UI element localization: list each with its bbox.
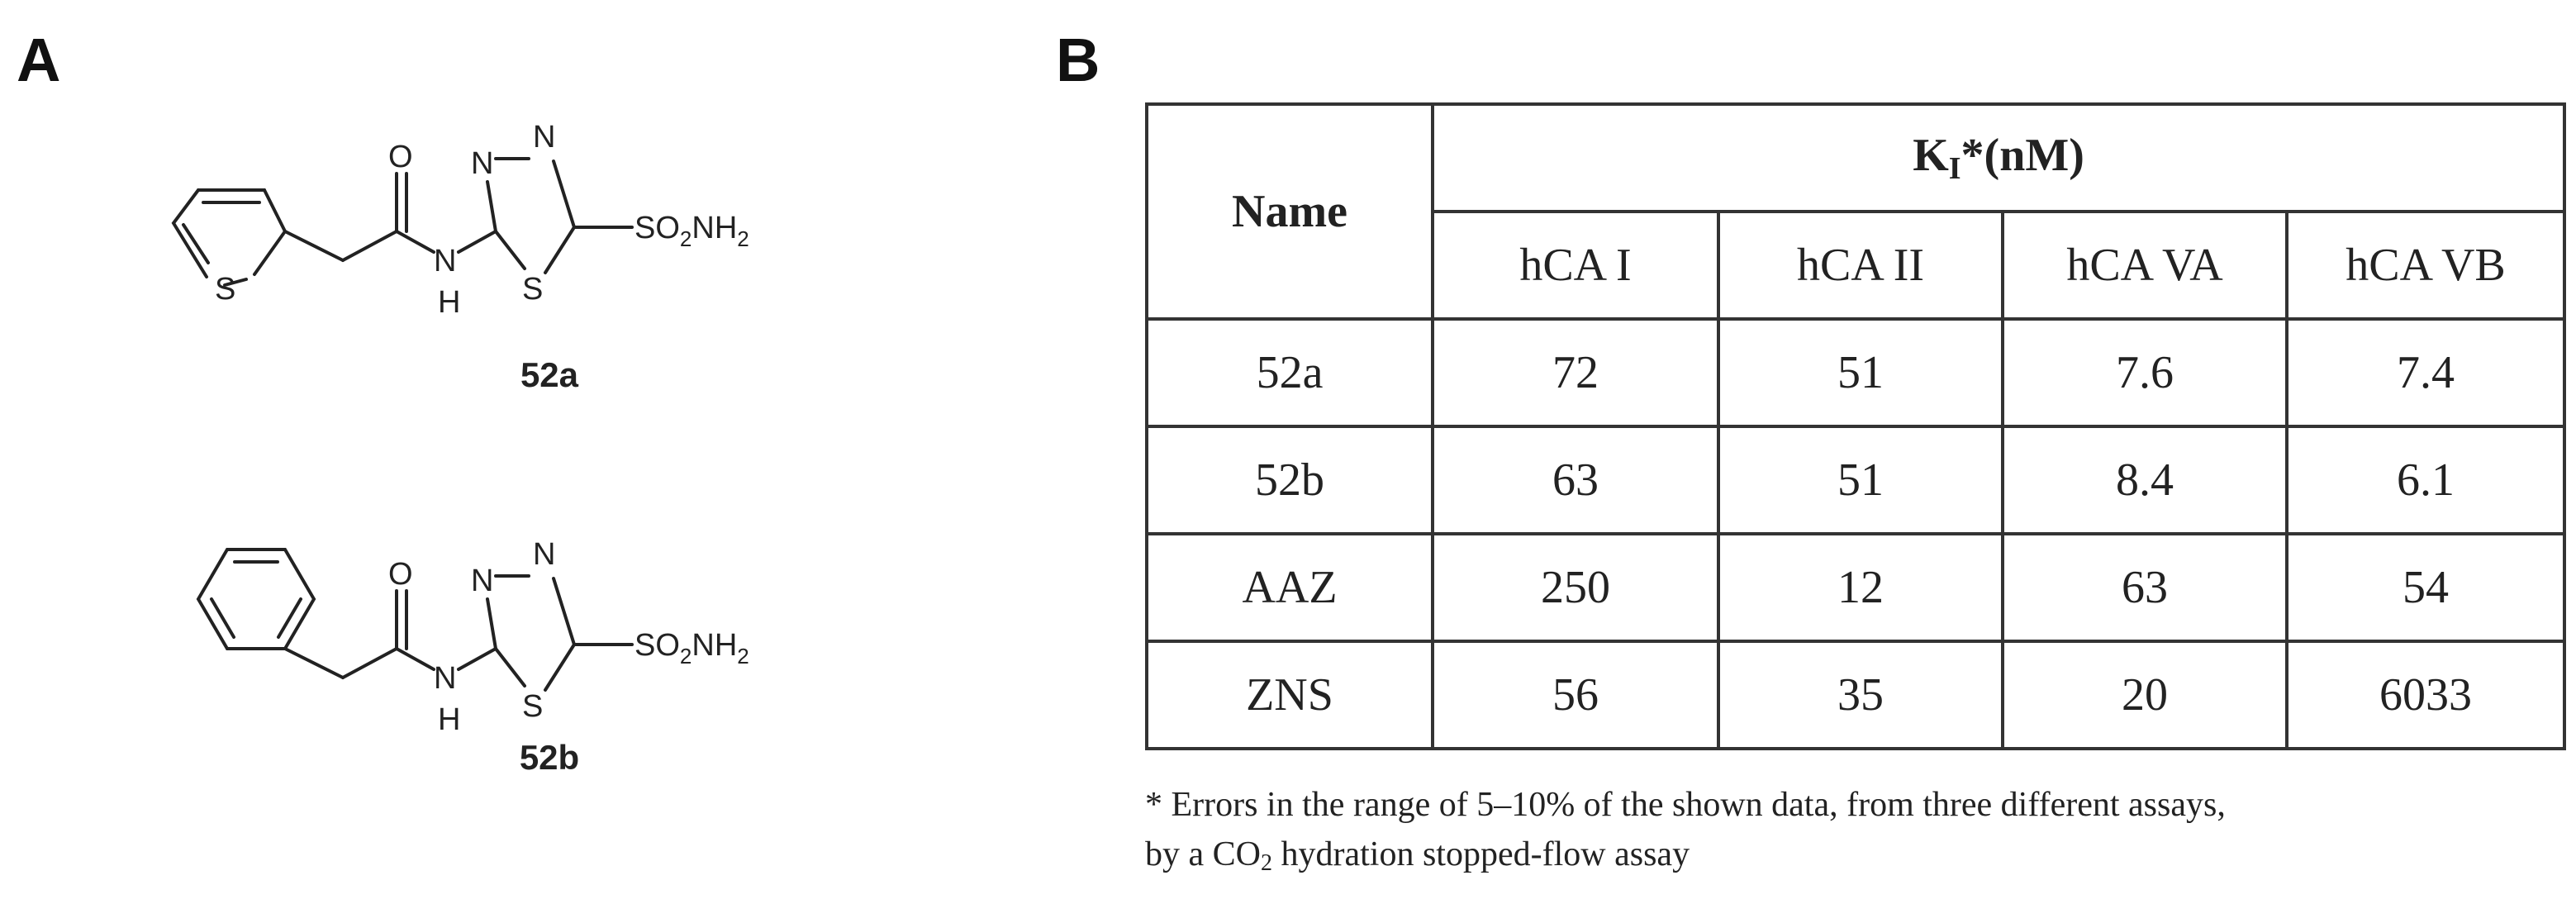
table-cell: 12 xyxy=(1718,534,2003,641)
table-cell: 51 xyxy=(1718,319,2003,426)
compound-label-52b: 52b xyxy=(519,738,580,777)
atom-s-thiophene: S xyxy=(215,272,236,307)
atom-n-amide: N xyxy=(434,244,457,278)
ki-subscript: I xyxy=(1948,151,1961,186)
subscript-2: 2 xyxy=(737,226,749,251)
table-cell: 56 xyxy=(1433,641,1718,749)
atom-o-carbonyl: O xyxy=(388,140,413,174)
structure-52b-drawing xyxy=(149,488,876,735)
column-header: hCA VA xyxy=(2003,212,2287,319)
name-header: Name xyxy=(1147,104,1433,319)
table-header-row xyxy=(1147,104,2564,212)
atom-h-amide: H xyxy=(438,285,461,320)
table-cell: 54 xyxy=(2287,534,2564,641)
row-name: 52a xyxy=(1147,319,1433,426)
footnote-line-2-suffix: hydration stopped-flow assay xyxy=(1272,835,1690,873)
atom-n2-thiadiazole: N xyxy=(533,120,556,155)
table-cell: 20 xyxy=(2003,641,2287,749)
subscript-2: 2 xyxy=(737,644,749,668)
atom-h-amide: H xyxy=(438,702,461,735)
column-header: hCA I xyxy=(1433,212,1718,319)
table-cell: 51 xyxy=(1718,426,2003,534)
subscript-2: 2 xyxy=(679,644,692,668)
footnote-co2-subscript: 2 xyxy=(1261,850,1272,876)
row-name: 52b xyxy=(1147,426,1433,534)
table-row xyxy=(1147,534,2564,641)
table-cell: 8.4 xyxy=(2003,426,2287,534)
sulfonamide-group xyxy=(634,211,749,251)
table-cell: 6.1 xyxy=(2287,426,2564,534)
table-cell: 7.6 xyxy=(2003,319,2287,426)
table-cell: 63 xyxy=(1433,426,1718,534)
structure-52b xyxy=(149,488,876,735)
atom-s-thiadiazole: S xyxy=(522,689,544,724)
atom-n-amide: N xyxy=(434,661,457,696)
compound-label-52a: 52a xyxy=(520,355,579,394)
panel-label-a: A xyxy=(17,26,61,94)
ki-header xyxy=(1433,104,2564,212)
atom-n2-thiadiazole: N xyxy=(533,537,556,572)
table-cell: 35 xyxy=(1718,641,2003,749)
table-row xyxy=(1147,641,2564,749)
table-cell: 72 xyxy=(1433,319,1718,426)
structure-52a xyxy=(149,83,876,331)
column-header: hCA VB xyxy=(2287,212,2564,319)
footnote-line-1: * Errors in the range of 5–10% of the shown data, from three different assays, xyxy=(1145,786,2226,824)
sulfonamide-group xyxy=(634,628,749,668)
panel-label-b: B xyxy=(1056,26,1100,94)
atom-nh: NH xyxy=(692,211,738,245)
table-cell: 6033 xyxy=(2287,641,2564,749)
atom-nh: NH xyxy=(692,628,738,663)
atom-so: SO xyxy=(634,628,680,663)
footnote-line-2 xyxy=(1145,830,2566,888)
table-footnote xyxy=(1145,780,2566,888)
atom-so: SO xyxy=(634,211,680,245)
atom-n1-thiadiazole: N xyxy=(471,146,494,181)
table-cell: 63 xyxy=(2003,534,2287,641)
table-row xyxy=(1147,319,2564,426)
ki-table xyxy=(1145,102,2566,750)
column-header: hCA II xyxy=(1718,212,2003,319)
atom-o-carbonyl: O xyxy=(388,557,413,592)
row-name: AAZ xyxy=(1147,534,1433,641)
subscript-2: 2 xyxy=(679,226,692,251)
table-cell: 250 xyxy=(1433,534,1718,641)
atom-n1-thiadiazole: N xyxy=(471,564,494,598)
ki-suffix: *(nM) xyxy=(1961,130,2084,181)
ki-symbol: K xyxy=(1913,130,1949,181)
footnote-line-2-prefix: by a CO xyxy=(1145,835,1261,873)
structure-52a-drawing xyxy=(149,83,876,331)
atom-s-thiadiazole: S xyxy=(522,272,544,307)
row-name: ZNS xyxy=(1147,641,1433,749)
table-row xyxy=(1147,426,2564,534)
table-cell: 7.4 xyxy=(2287,319,2564,426)
